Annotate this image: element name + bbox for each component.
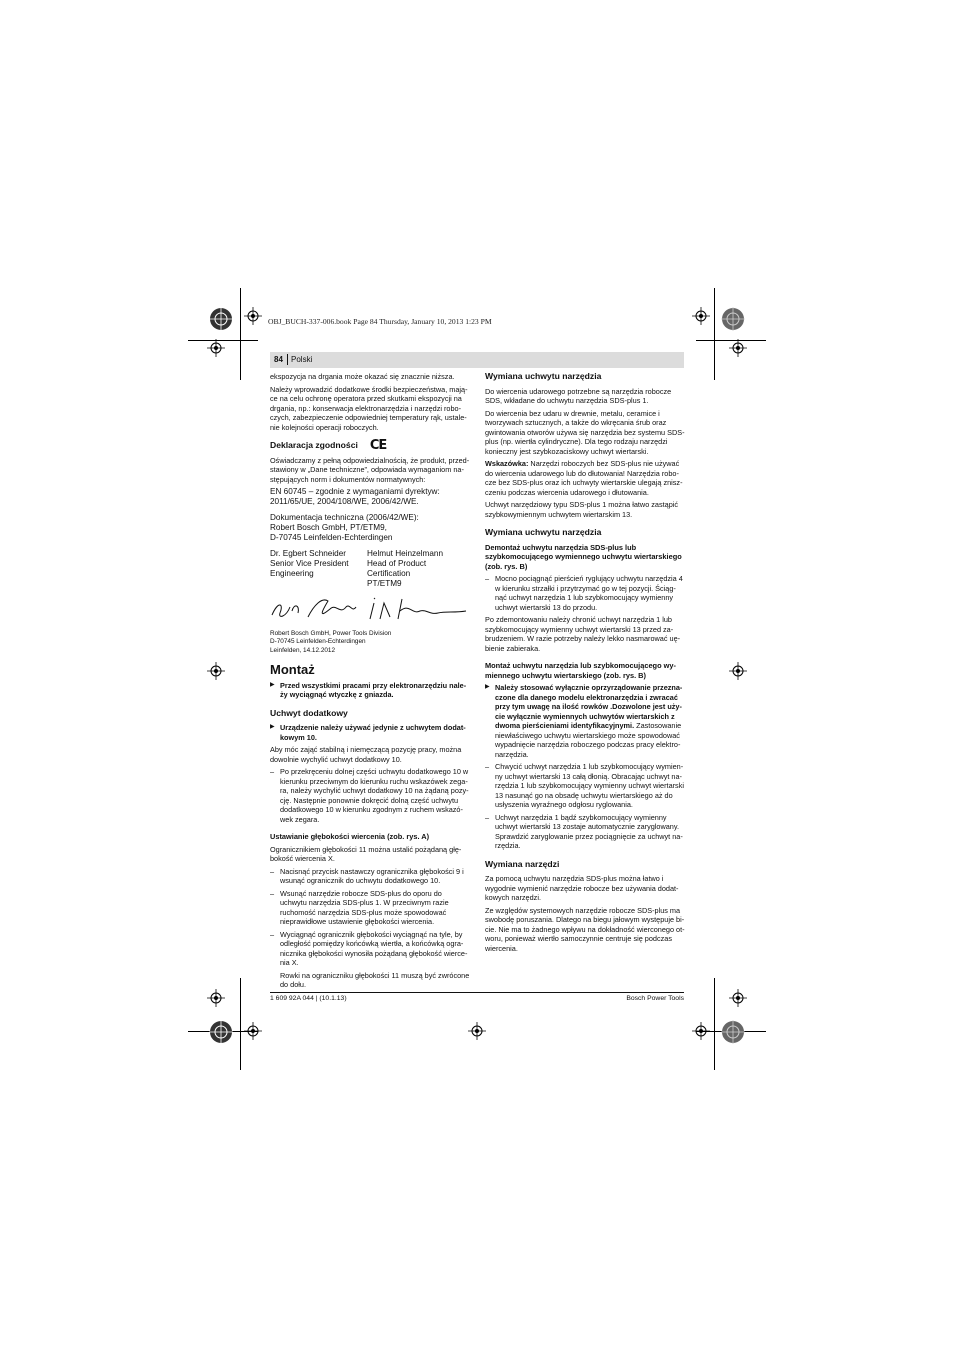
- crosshair-icon: [468, 1022, 486, 1040]
- footer-brand: Bosch Power Tools: [626, 995, 684, 1002]
- paragraph: Do wiercenia bez udaru w drewnie, metalu, ceramice i tworzywach sztucznych, a także do wkręcania śrub oraz gwintowania otworów używa się narzędzia bez systemu SDS-plus (np. wiertła cylindryczne). Dla tego rodzaju narzędzi konieczny jest szybkozaciskowy uchwyt wiertarski.: [485, 408, 685, 456]
- dash-continuation: Rowki na ograniczniku głębokości 11 muszą być zwrócone do dołu.: [280, 970, 470, 990]
- tech-doc-line: Robert Bosch GmbH, PT/ETM9,: [270, 523, 387, 532]
- subheading-depth: Ustawianie głębokości wiercenia (zob. rys. A): [270, 832, 430, 842]
- paragraph: Po zdemontowaniu należy chronić uchwyt narzędzia 1 lub szybkomocujący wymienny uchwyt wiertarski 13 przed zabrudzeniem. W razie potrzeby należy lekko nasmarować uębienie zabieraka.: [485, 615, 681, 653]
- page-header-bar: [270, 352, 684, 368]
- tech-doc-line: D-70745 Leinfelden-Echterdingen: [270, 533, 393, 542]
- section-heading-montaz: Montaż: [270, 662, 315, 678]
- subheading-installation: Montaż uchwytu narzędzia lub szybkomocującego wymiennego uchwytu wiertarskiego (zob. rys. B): [485, 661, 676, 680]
- footer-rule: [270, 992, 684, 993]
- print-slug: OBJ_BUCH-337-006.book Page 84 Thursday, January 10, 2013 1:23 PM: [268, 317, 492, 326]
- crosshair-icon: [244, 1022, 262, 1040]
- registration-target-icon: [208, 306, 234, 332]
- company-block: [270, 630, 470, 656]
- company-line: Robert Bosch GmbH, Power Tools Division: [270, 629, 392, 637]
- section-heading-tool-change: Wymiana narzędzi: [485, 858, 560, 869]
- dash-text: Po przekręceniu dolnej części uchwytu dodatkowego 10 w kierunku przeciwnym do kierunku ruchu wskazówek zegara, należy wychylić uchwyt dodatkowy 10 na żądaną pozycję. Następnie ponownie dokręcić dolną część uchwytu dodatkowego 10 w kierunku zgodnym z ruchem wskazówek zegara.: [280, 767, 469, 824]
- crop-mark: [240, 978, 241, 1070]
- section-heading-auxiliary-handle: Uchwyt dodatkowy: [270, 707, 348, 718]
- dash-text: Uchwyt narzędzia 1 bądź szybkomocujący wymienny uchwyt wiertarski 13 zostaje automatycznie zaryglowany. Sprawdzić zaryglowanie przez pociągnięcie za uchwyt narzędzia.: [495, 812, 683, 850]
- registration-target-icon: [720, 306, 746, 332]
- dash-text: Nacisnąć przycisk nastawczy ogranicznika głębokości 9 i wsunąć ogranicznik do uchwytu dodatkowego 10.: [280, 866, 464, 886]
- signatory-line: Head of Product Certification: [367, 559, 427, 578]
- dash-text: Chwycić uchwyt narzędzia 1 lub szybkomocujący wymienny uchwyt wiertarski 13 całą dłonią. Obracając uchwyt narzędzia 1 lub szybkomocujący wymienny uchwyt wiertarski 13 nasunąć go na obsadę uchwytu wiertarskiego aż do usłyszenia wyraźnego odgłosu ryglowania.: [495, 762, 684, 809]
- signatories: [270, 549, 470, 589]
- note-text: Narzędzi roboczych bez SDS-plus nie używać do wiercenia udarowego lub do dłutowania! Narzędzia robocze bez SDS-plus oraz ich uchwyty wiertarskie ulegają zniszczeniu podczas wiercenia udarowego i dłutowania.: [485, 459, 683, 497]
- handwritten-signatures: [270, 591, 470, 625]
- crosshair-icon: [207, 662, 225, 680]
- crosshair-icon: [729, 662, 747, 680]
- crosshair-icon: [244, 307, 262, 325]
- signatory-right: [367, 549, 464, 589]
- paragraph: Należy wprowadzić dodatkowe środki bezpieczeństwa, mające na celu ochronę operatora przed skutkami ekspozycji na drgania, np.: konserwacja elektronarzędzia i narzędzi roboczych, zabezpieczenie odpowiedniej temperatury rąk, ustalenie kolejności operacji roboczych.: [270, 384, 468, 432]
- paragraph: Ogranicznikiem głębokości 11 można ustalić pożądaną głębokość wiercenia X.: [270, 844, 462, 864]
- heading-text: Deklaracja zgodności: [270, 440, 358, 450]
- dash-item: – Wsunąć narzędzie robocze SDS-plus do oporu do uchwytu narzędzia SDS-plus 1. W przeciwnym razie ruchomość narzędzia SDS-plus może spowodować nieprawidłowe ustawienie głębokości wiercenia.: [270, 888, 449, 927]
- crosshair-icon: [692, 307, 710, 325]
- crosshair-icon: [207, 339, 225, 357]
- registration-target-icon: [208, 1019, 234, 1045]
- signatory-line: Engineering: [270, 569, 314, 578]
- dash-item: – Chwycić uchwyt narzędzia 1 lub szybkomocujący wymienny uchwyt wiertarski 13 całą dłonią. Obracając uchwyt narzędzia 1 lub szybkomocujący wymienny uchwyt wiertarski 13 nasunąć go na obsadę uchwytu wiertarskiego aż do usłyszenia wyraźnego odgłosu ryglowania.: [485, 762, 684, 809]
- crosshair-icon: [207, 989, 225, 1007]
- bullet-bold-text: Należy stosować wyłącznie oprzyrządowanie przeznaczone dla danego modelu elektronarzędzia i zwracać przy tym uwagę na ilość rowków .Dozwolone jest użycie wyłącznie wymiennych uchwytów wiertarskich z dwoma pierścieniami identyfikacyjnymi.: [495, 683, 683, 730]
- crosshair-icon: [692, 1022, 710, 1040]
- bullet-normal-text: Zastosowanie niewłaściwego uchwytu wiertarskiego może spowodować wypadnięcie narzędzia roboczego podczas pracy elektronarzędzia.: [495, 721, 682, 759]
- signatory-line: Helmut Heinzelmann: [367, 549, 443, 558]
- paragraph: Do wiercenia udarowego potrzebne są narzędzia robocze SDS, wkładane do uchwytu narzędzia SDS-plus 1.: [485, 386, 672, 405]
- tech-doc-block: [270, 513, 470, 543]
- crop-mark: [240, 288, 241, 380]
- paragraph: Za pomocą uchwytu narzędzia SDS-plus można łatwo i wygodnie wymienić narzędzie robocze bez używania dodatkowych narzędzi.: [485, 874, 679, 902]
- crop-mark: [714, 288, 715, 380]
- section-heading-tool-holder-2: Wymiana uchwytu narzędzia: [485, 527, 602, 537]
- signatory-line: PT/ETM9: [367, 579, 402, 588]
- dash-item: – Wyciągnąć ogranicznik głębokości wyciągnąć na tyle, by odległość pomiędzy końcówką wiertła, a końcówką ogranicznika głębokości wynosiła pożądaną głębokość wiercenia X.: [270, 929, 468, 968]
- signatory-line: Senior Vice President: [270, 559, 349, 568]
- dash-item: – Nacisnąć przycisk nastawczy ogranicznika głębokości 9 i wsunąć ogranicznik do uchwytu dodatkowego 10.: [270, 866, 464, 886]
- dash-text: Wsunąć narzędzie robocze SDS-plus do oporu do uchwytu narzędzia SDS-plus 1. W przeciwnym razie ruchomość narzędzia SDS-plus może spowodować nieprawidłowe ustawienie głębokości wiercenia.: [280, 888, 449, 927]
- page-number: 84: [274, 355, 283, 364]
- registration-target-icon: [720, 1019, 746, 1045]
- subheading-removal: Demontaż uchwytu narzędzia SDS-plus lub szybkomocującego wymiennego uchwytu wiertarskiego (zob. rys. B): [485, 542, 682, 571]
- note-paragraph: [485, 459, 685, 497]
- paragraph: Oświadczamy z pełną odpowiedzialnością, że produkt, przedstawiony w „Dane techniczne”, odpowiada wymaganiom następujących norm i dokumentów normatywnych:: [270, 455, 470, 484]
- ce-mark-icon: CE: [369, 438, 387, 453]
- company-line: Leinfelden, 14.12.2012: [270, 646, 336, 654]
- warning-bullet: ▶ Przed wszystkimi pracami przy elektronarzędziu należy wyciągnąć wtyczkę z gniazda.: [270, 681, 470, 700]
- dash-item: – Po przekręceniu dolnej części uchwytu dodatkowego 10 w kierunku przeciwnym do kierunku ruchu wskazówek zegara, należy wychylić uchwyt dodatkowy 10 na żądaną pozycję. Następnie ponownie dokręcić dolną część uchwytu dodatkowego 10 w kierunku zgodnym z ruchem wskazówek zegara.: [270, 767, 469, 824]
- company-line: D-70745 Leinfelden-Echterdingen: [270, 638, 366, 646]
- warning-bullet: [485, 683, 685, 759]
- paragraph: Ze względów systemowych narzędzie robocze SDS-plus ma swobodę poruszania. Dlatego na biegu jałowym występuje bicie. Nie ma to żadnego wpływu na dokładność wierconego otworu, ponieważ wiertło samoczynnie centruje się podczas wiercenia.: [485, 905, 685, 953]
- left-column: [270, 372, 470, 993]
- note-label: Wskazówka:: [485, 459, 529, 468]
- signatory-left: [270, 549, 367, 589]
- right-column: [485, 372, 685, 956]
- norms-paragraph: EN 60745 – zgodnie z wymaganiami dyrektyw: 2011/65/UE, 2004/108/WE, 2006/42/WE.: [270, 487, 440, 506]
- crosshair-icon: [729, 989, 747, 1007]
- paragraph: Aby móc zająć stabilną i niemęczącą pozycję pracy, można dowolnie wychylić uchwyt dodatkowy 10.: [270, 745, 462, 764]
- dash-text: Mocno pociągnąć pierścień ryglujący uchwytu narzędzia 4 w kierunku strzałki i przytrzymać go w tej pozycji. Ściągnąć uchwyt narzędzia 1 lub szybkomocujący wymienny uchwyt wiertarski 13 do przodu.: [495, 574, 683, 612]
- dash-item: – Mocno pociągnąć pierścień ryglujący uchwytu narzędzia 4 w kierunku strzałki i przytrzymać go w tej pozycji. Ściągnąć uchwyt narzędzia 1 lub szybkomocujący wymienny uchwyt wiertarski 13 do przodu.: [485, 574, 683, 612]
- crop-mark: [714, 978, 715, 1070]
- section-heading-declaration: [270, 438, 470, 453]
- header-divider: [287, 354, 288, 365]
- signatory-line: Dr. Egbert Schneider: [270, 549, 347, 558]
- dash-text: Wyciągnąć ogranicznik głębokości wyciągnąć na tyle, by odległość pomiędzy końcówką wiertła, a końcówką ogranicznika głębokości wynosiła pożądaną głębokość wiercenia X.: [280, 929, 468, 968]
- paragraph: Uchwyt narzędziowy typu SDS-plus 1 można łatwo zastąpić szybkowymiennym uchwytem wiertarskim 13.: [485, 500, 679, 519]
- tech-doc-line: Dokumentacja techniczna (2006/42/WE):: [270, 513, 419, 522]
- warning-bullet: ▶ Urządzenie należy używać jedynie z uchwytem dodatkowym 10.: [270, 723, 470, 742]
- paragraph: ekspozycja na drgania może okazać się znacznie niższa.: [270, 372, 455, 381]
- crosshair-icon: [729, 339, 747, 357]
- dash-item: – Uchwyt narzędzia 1 bądź szybkomocujący wymienny uchwyt wiertarski 13 zostaje automatycznie zaryglowany. Sprawdzić zaryglowanie przez pociągnięcie za uchwyt narzędzia.: [485, 812, 683, 850]
- footer-doc-number: 1 609 92A 044 | (10.1.13): [270, 995, 347, 1002]
- section-heading-tool-holder: Wymiana uchwytu narzędzia: [485, 371, 602, 381]
- section-name: Polski: [291, 355, 313, 364]
